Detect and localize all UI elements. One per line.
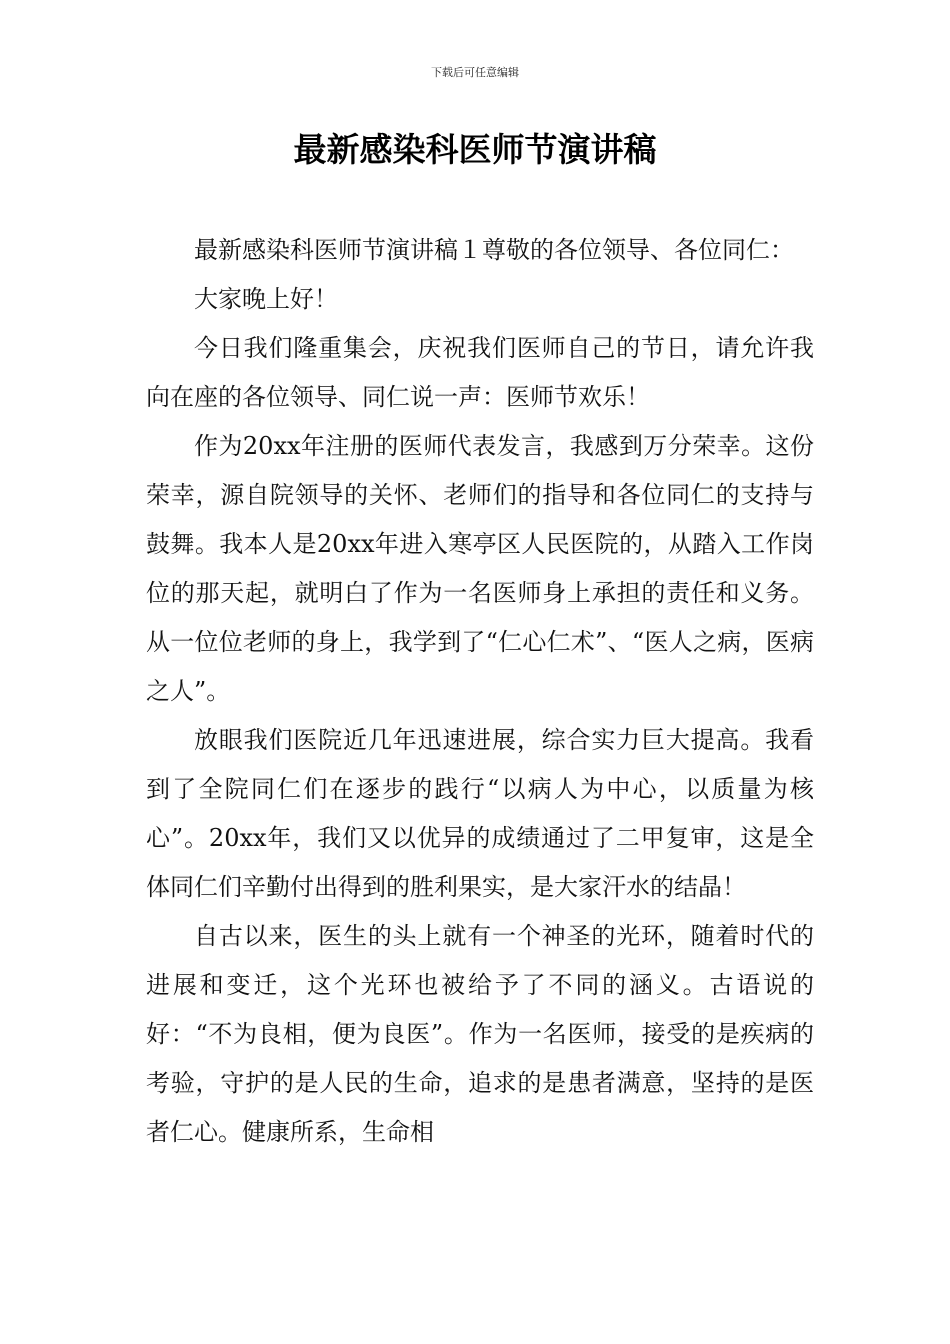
paragraph: 作为20xx年注册的医师代表发言，我感到万分荣幸。这份荣幸，源自院领导的关怀、老师们的指导和各位同仁的支持与鼓舞。我本人是20xx年进入寒亭区人民医院的，从踏入工作岗位的那天起，就明白了作为一名医师身上承担的责任和义务。从一位位老师的身上，我学到了“仁心仁术”、“医人之病，医病之人”。 [146, 432, 814, 705]
paragraph: 大家晚上好！ [194, 285, 338, 313]
paragraph: 今日我们隆重集会，庆祝我们医师自己的节日，请允许我向在座的各位领导、同仁说一声：医师节欢乐！ [146, 334, 814, 411]
document-title: 最新感染科医师节演讲稿 [293, 130, 657, 169]
paragraph: 自古以来，医生的头上就有一个神圣的光环，随着时代的进展和变迁，这个光环也被给予了不同的涵义。古语说的好：“不为良相，便为良医”。作为一名医师，接受的是疾病的考验，守护的是人民的生命，追求的是患者满意，坚持的是医者仁心。健康所系，生命相 [146, 922, 814, 1146]
paragraph: 最新感染科医师节演讲稿１尊敬的各位领导、各位同仁： [194, 236, 794, 264]
document-body [146, 226, 814, 1157]
header-note: 下载后可任意编辑 [431, 66, 519, 79]
paragraph: 放眼我们医院近几年迅速进展，综合实力巨大提高。我看到了全院同仁们在逐步的践行“以病人为中心，以质量为核心”。20xx年，我们又以优异的成绩通过了二甲复审，这是全体同仁们辛勤付出得到的胜利果实，是大家汗水的结晶！ [146, 726, 814, 901]
